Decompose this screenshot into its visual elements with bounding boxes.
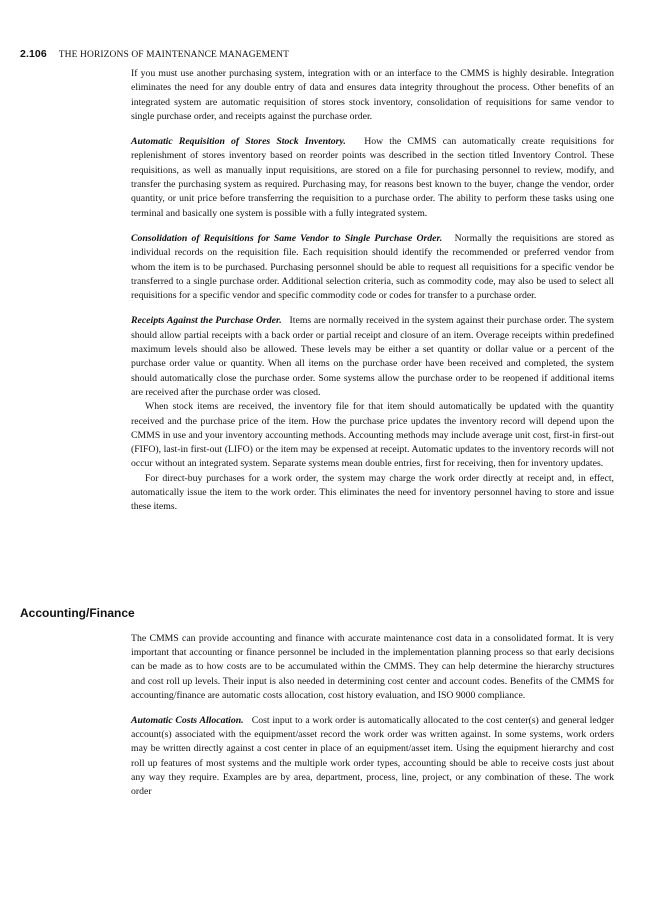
paragraph <box>131 632 614 703</box>
paragraph-text: Normally the requisitions are stored as individual records on the requisition file. Each requisition should identify the recommended or preferred vendor from whom the item is to be purchased. Purchasing personnel should be able to request all requisitions for a specific vendor be transferred to a single purchase order. Additional selection criteria, such as commodity code, may also be used to select all requisitions for a specific vendor and specific commodity code or codes for transfer to a purchase order. <box>131 232 614 302</box>
paragraph-text: If you must use another purchasing system, integration with or an interface to the CMMS is highly desirable. Integration eliminates the need for any double entry of data and ensures data integrity throughout the process. Other benefits of an integrated system are automatic requisition of stores stock inventory, consolidation of requisitions for same vendor to single purchase order, and receipts against the purchase order. <box>131 68 614 122</box>
paragraph <box>131 314 614 400</box>
paragraph-text: Items are normally received in the system against their purchase order. The system should allow partial receipts with a back order or partial receipt and closure of an item. Overage receipts within predefined maximum levels should also be allowed. These levels may be either a set quantity or dollar value or a percent of the purchase order value or quantity. When all items on the purchase order have been received and completed, the system should automatically close the purchase order. Some systems allow the purchase order to be reopened if additional items are received after the purchase order was closed. <box>131 315 614 398</box>
paragraph <box>131 472 614 515</box>
paragraph-text: The CMMS can provide accounting and finance with accurate maintenance cost data in a consolidated format. It is very important that accounting or finance personnel be included in the implementation planning process so that early decisions can be made as to how costs are to be accumulated within the CMMS. They can help determine the hierarchy structures and cost roll up levels. Their input is also needed in determining cost center and account codes. Benefits of the CMMS for accounting/finance are automatic costs allocation, cost history evaluation, and ISO 9000 compliance. <box>131 633 614 701</box>
body-text-upper <box>131 67 614 515</box>
run-in-heading: Consolidation of Requisitions for Same Vendor to Single Purchase Order. <box>131 232 443 244</box>
paragraph <box>131 714 614 799</box>
paragraph-text: For direct-buy purchases for a work order, the system may charge the work order directly at receipt and, in effect, automatically issue the item to the work order. This eliminates the need for inventory personnel having to store and issue these items. <box>131 472 614 513</box>
paragraph <box>131 67 614 124</box>
run-in-heading: Automatic Requisition of Stores Stock Inventory. <box>131 136 346 148</box>
paragraph-text: Cost input to a work order is automatically allocated to the cost center(s) and general ledger account(s) associated with the equipment/asset record the work order was written against. In some systems, work orders may be written directly against a cost center in place of an equipment/asset item. Using the equipment hierarchy and cost roll up features of most systems and the multiple work order types, accounting should be able to receive costs just about any way they require. Examples are by area, department, process, line, project, or any combination of these. The work order <box>131 715 615 798</box>
page-number: 2.106 <box>20 48 47 60</box>
section-heading: Accounting/Finance <box>20 606 135 620</box>
running-title: THE HORIZONS OF MAINTENANCE MANAGEMENT <box>58 50 289 60</box>
run-in-heading: Automatic Costs Allocation. <box>131 715 244 727</box>
paragraph-text: When stock items are received, the inventory file for that item should automatically be updated with the quantity received and the purchase price of the item. How the purchase price updates the inventory record will depend upon the CMMS in use and your inventory accounting methods. Accounting methods may include average unit cost, first-in first-out (FIFO), last-in first-out (LIFO) or the item may be expensed at receipt. Automatic updates to the inventory records will not occur without an integrated system. Separate systems mean double entries, first for receiving, then for inventory updates. <box>131 401 614 470</box>
paragraph <box>131 400 614 471</box>
paragraph <box>131 135 614 221</box>
paragraph-text: How the CMMS can automatically create requisitions for replenishment of stores inventory based on reorder points was described in the section titled Inventory Control. These requisitions, as well as manually input requisitions, are stored on a file for purchasing personnel to review, modify, and transfer the purchasing system as required. Purchasing may, for reasons best known to the buyer, change the vendor, order quantity, or unit price before transferring the requisition to a purchase order. The ability to perform these tasks using one terminal and basically one system is possible with a fully integrated system. <box>131 136 614 219</box>
body-text-lower <box>131 632 614 799</box>
run-in-heading: Receipts Against the Purchase Order. <box>131 315 282 327</box>
paragraph <box>131 232 614 303</box>
running-head <box>20 48 289 60</box>
